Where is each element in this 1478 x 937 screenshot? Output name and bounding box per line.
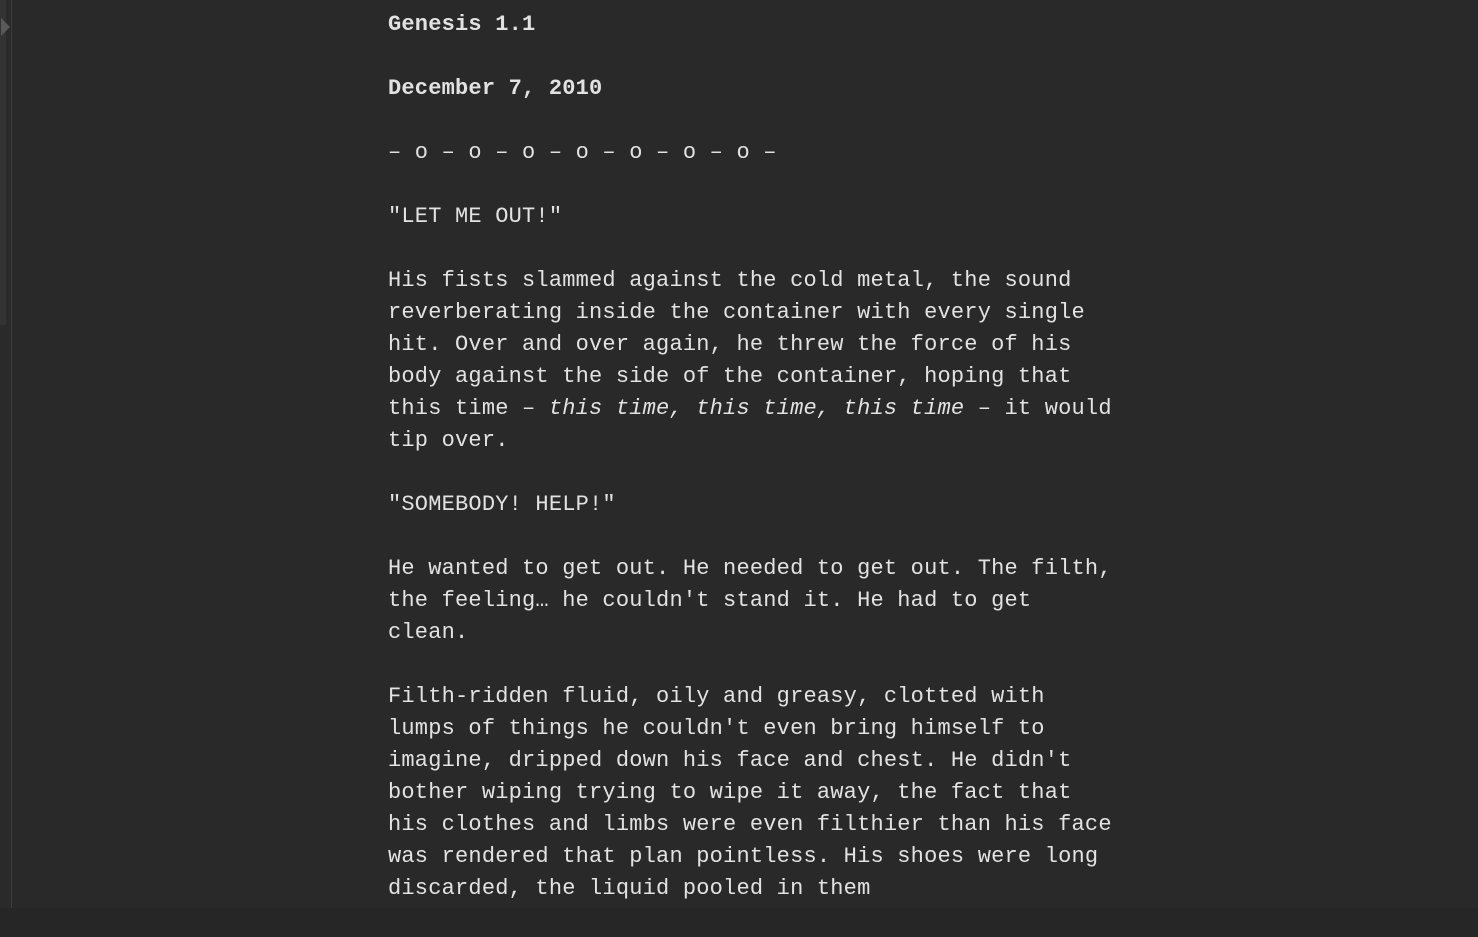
- story-paragraph: [388, 265, 1118, 457]
- scene-separator: – o – o – o – o – o – o – o –: [388, 140, 777, 165]
- emphasized-text: this time, this time, this time: [548, 396, 965, 421]
- story-paragraph: "LET ME OUT!": [388, 204, 563, 229]
- paragraph-text: His fists slammed against the cold metal, the sound reverberating inside the container with every single hit. Over and over again, he threw the force of his body against the side of the container, hoping that this time –: [388, 268, 1085, 421]
- reading-page: [12, 0, 1478, 908]
- paragraph-text: – it would tip over.: [388, 396, 1112, 453]
- rail-tab: [0, 0, 6, 325]
- chapter-date: December 7, 2010: [388, 76, 603, 101]
- story-paragraph: He wanted to get out. He needed to get out. The filth, the feeling… he couldn't stand it. He had to get clean.: [388, 556, 1112, 645]
- left-rail: [0, 0, 12, 908]
- story-paragraph: Filth-ridden fluid, oily and greasy, clotted with lumps of things he couldn't even bring himself to imagine, dripped down his face and chest. He didn't bother wiping trying to wipe it away, the fact that his clothes and limbs were even filthier than his face was rendered that plan pointless. His shoes were long discarded, the liquid pooled in them: [388, 684, 1112, 901]
- story-content: [388, 9, 1118, 937]
- story-paragraph: "SOMEBODY! HELP!": [388, 492, 616, 517]
- collapse-arrow-icon[interactable]: [1, 18, 10, 36]
- chapter-title: Genesis 1.1: [388, 12, 536, 37]
